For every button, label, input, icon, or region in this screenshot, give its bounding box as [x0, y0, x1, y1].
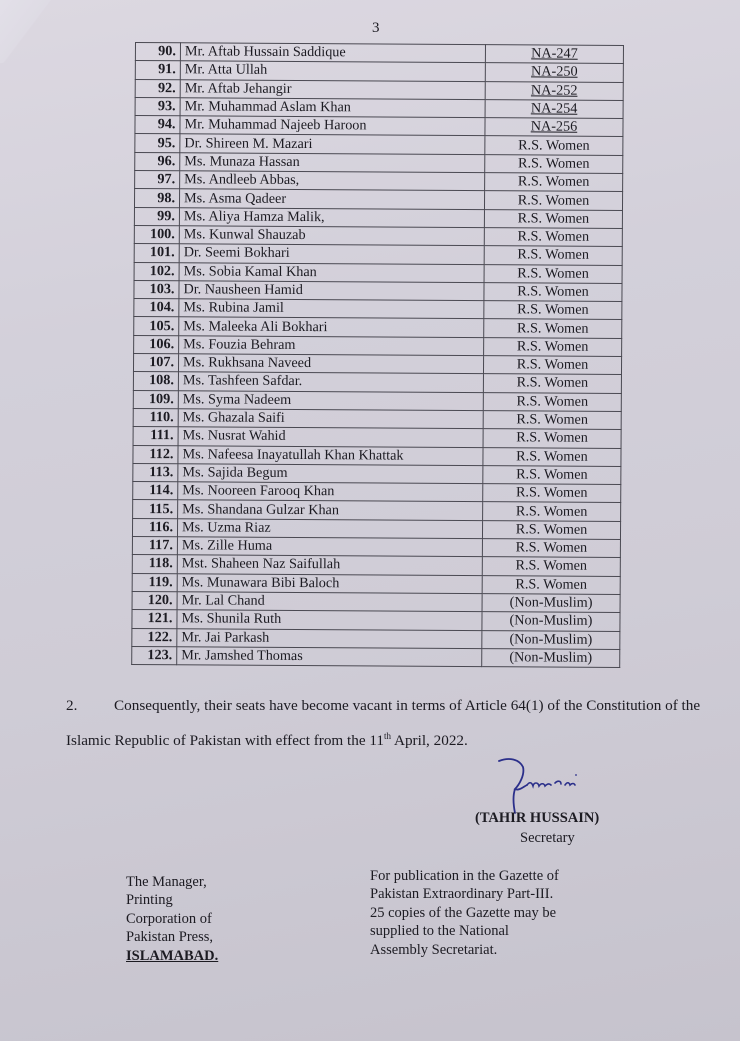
member-seat: R.S. Women: [482, 539, 620, 558]
member-seat: R.S. Women: [483, 392, 621, 411]
member-number: 108.: [133, 372, 178, 391]
addressee-line: Corporation of: [126, 910, 212, 927]
table-row: [133, 354, 621, 375]
member-seat: R.S. Women: [483, 447, 621, 466]
table-row: [134, 244, 622, 265]
member-name: Ms. Aliya Hamza Malik,: [179, 207, 484, 227]
member-number: 107.: [133, 354, 178, 373]
member-number: 119.: [132, 573, 177, 592]
member-name: Ms. Tashfeen Safdar.: [178, 372, 483, 392]
member-number: 93.: [135, 97, 180, 116]
table-row: [134, 207, 622, 228]
table-row: [135, 171, 623, 192]
member-number: 94.: [135, 116, 180, 135]
member-name: Ms. Nusrat Wahid: [178, 427, 483, 447]
addressee-line: Printing: [126, 892, 173, 909]
member-number: 101.: [134, 244, 179, 263]
member-seat: (Non-Muslim): [482, 648, 620, 667]
member-number: 115.: [133, 500, 178, 519]
publication-line: 25 copies of the Gazette may be: [370, 904, 557, 921]
member-seat: R.S. Women: [482, 520, 620, 539]
table-row: [132, 537, 620, 558]
member-number: 121.: [132, 610, 177, 629]
member-seat: R.S. Women: [483, 356, 621, 375]
addressee-line: The Manager,: [126, 874, 207, 890]
paragraph-text-end: April, 2022.: [391, 732, 468, 750]
table-row: [132, 518, 620, 539]
publication-line: Assembly Secretariat.: [370, 941, 498, 958]
member-seat: R.S. Women: [485, 154, 623, 173]
member-name: Mr. Aftab Jehangir: [180, 79, 485, 99]
member-number: 113.: [133, 463, 178, 482]
paragraph-2: [66, 690, 706, 756]
member-name: Ms. Rubina Jamil: [179, 299, 484, 319]
member-name: Mr. Muhammad Najeeb Haroon: [180, 116, 485, 136]
member-name: Ms. Fouzia Behram: [179, 336, 484, 356]
member-name: Ms. Uzma Riaz: [177, 518, 482, 538]
member-seat: R.S. Women: [484, 228, 622, 247]
table-row: [134, 280, 622, 301]
table-row: [134, 335, 622, 356]
table-row: [135, 97, 623, 118]
table-row: [132, 646, 620, 667]
table-row: [134, 189, 622, 210]
member-seat: R.S. Women: [483, 484, 621, 503]
table-row: [135, 134, 623, 155]
member-name: Ms. Shandana Gulzar Khan: [178, 500, 483, 520]
member-seat: NA-247: [485, 45, 623, 64]
member-number: 97.: [135, 171, 180, 190]
member-number: 99.: [134, 207, 179, 226]
table-row: [133, 390, 621, 411]
member-number: 102.: [134, 262, 179, 281]
member-seat: R.S. Women: [483, 502, 621, 521]
table-row: [132, 591, 620, 612]
table-row: [133, 482, 621, 503]
addressee-line: Pakistan Press,: [126, 929, 213, 946]
publication-line: Pakistan Extraordinary Part-III.: [370, 886, 554, 903]
table-row: [135, 152, 623, 173]
members-table-body: [132, 43, 624, 668]
member-name: Ms. Shunila Ruth: [177, 610, 482, 630]
member-name: Mr. Jai Parkash: [177, 628, 482, 648]
member-number: 110.: [133, 408, 178, 427]
member-seat: R.S. Women: [484, 264, 622, 283]
addressee-city: ISLAMABAD.: [126, 947, 219, 964]
publication-note: [370, 867, 559, 959]
table-row: [133, 500, 621, 521]
member-name: Ms. Andleeb Abbas,: [180, 171, 485, 191]
member-number: 104.: [134, 299, 179, 318]
member-seat: (Non-Muslim): [482, 594, 620, 613]
member-seat: R.S. Women: [484, 246, 622, 265]
member-number: 105.: [134, 317, 179, 336]
table-row: [135, 43, 623, 64]
member-seat: NA-256: [485, 118, 623, 137]
member-name: Ms. Asma Qadeer: [179, 189, 484, 209]
member-seat: R.S. Women: [483, 465, 621, 484]
signature-icon: [497, 755, 597, 815]
table-row: [132, 610, 620, 631]
member-number: 123.: [132, 646, 177, 665]
member-seat: NA-254: [485, 100, 623, 119]
member-seat: R.S. Women: [485, 173, 623, 192]
member-number: 112.: [133, 445, 178, 464]
member-name: Ms. Sajida Begum: [178, 464, 483, 484]
member-name: Ms. Nooreen Farooq Khan: [178, 482, 483, 502]
member-number: 109.: [133, 390, 178, 409]
table-row: [134, 225, 622, 246]
member-name: Ms. Munawara Bibi Baloch: [177, 573, 482, 593]
member-name: Ms. Nafeesa Inayatullah Khan Khattak: [178, 445, 483, 465]
paragraph-number: 2.: [66, 697, 78, 714]
member-name: Ms. Syma Nadeem: [178, 390, 483, 410]
table-row: [132, 555, 620, 576]
member-number: 91.: [135, 61, 180, 80]
member-name: Ms. Munaza Hassan: [180, 153, 485, 173]
member-seat: (Non-Muslim): [482, 612, 620, 631]
member-name: Dr. Nausheen Hamid: [179, 281, 484, 301]
table-row: [135, 61, 623, 82]
member-number: 95.: [135, 134, 180, 153]
table-row: [135, 116, 623, 137]
member-number: 90.: [135, 43, 180, 62]
member-number: 100.: [134, 225, 179, 244]
member-name: Ms. Ghazala Saifi: [178, 409, 483, 429]
member-number: 120.: [132, 591, 177, 610]
table-row: [133, 408, 621, 429]
table-row: [132, 628, 620, 649]
member-name: Mr. Aftab Hussain Saddique: [180, 43, 485, 63]
member-number: 92.: [135, 79, 180, 98]
member-seat: (Non-Muslim): [482, 630, 620, 649]
publication-line: supplied to the National: [370, 923, 509, 940]
member-name: Ms. Rukhsana Naveed: [178, 354, 483, 374]
table-row: [135, 79, 623, 100]
member-seat: R.S. Women: [484, 191, 622, 210]
table-row: [133, 427, 621, 448]
member-name: Ms. Maleeka Ali Bokhari: [179, 317, 484, 337]
member-name: Mr. Muhammad Aslam Khan: [180, 98, 485, 118]
member-number: 118.: [132, 555, 177, 574]
table-row: [133, 372, 621, 393]
member-seat: NA-252: [485, 81, 623, 100]
table-row: [133, 445, 621, 466]
signatory-name: (TAHIR HUSSAIN): [475, 810, 600, 826]
paper-fold-corner: [0, 0, 86, 68]
member-seat: R.S. Women: [482, 575, 620, 594]
member-seat: R.S. Women: [483, 374, 621, 393]
member-seat: NA-250: [485, 63, 623, 82]
member-name: Dr. Seemi Bokhari: [179, 244, 484, 264]
member-seat: R.S. Women: [485, 136, 623, 155]
members-table: [131, 42, 624, 668]
member-name: Mr. Atta Ullah: [180, 61, 485, 81]
member-seat: R.S. Women: [484, 319, 622, 338]
ordinal-suffix: th: [384, 731, 392, 741]
member-seat: R.S. Women: [484, 301, 622, 320]
member-seat: R.S. Women: [484, 209, 622, 228]
member-name: Ms. Kunwal Shauzab: [179, 226, 484, 246]
table-row: [133, 463, 621, 484]
member-number: 103.: [134, 280, 179, 299]
addressee-block: [126, 873, 218, 965]
member-seat: R.S. Women: [482, 557, 620, 576]
paragraph-text: Consequently, their seats have become vacant in terms of Article 64(1) of the Constitution of the Islamic Republic of Pakistan with effect from the 11: [66, 697, 701, 750]
table-row: [134, 299, 622, 320]
publication-line: For publication in the Gazette of: [370, 868, 559, 884]
member-number: 117.: [132, 537, 177, 556]
member-name: Dr. Shireen M. Mazari: [180, 134, 485, 154]
page-number: 3: [372, 20, 380, 36]
member-name: Mr. Lal Chand: [177, 592, 482, 612]
member-number: 116.: [132, 518, 177, 537]
member-seat: R.S. Women: [484, 282, 622, 301]
member-number: 98.: [134, 189, 179, 208]
table-row: [134, 317, 622, 338]
table-row: [132, 573, 620, 594]
member-number: 114.: [133, 482, 178, 501]
member-seat: R.S. Women: [484, 337, 622, 356]
member-name: Ms. Zille Huma: [177, 537, 482, 557]
member-number: 122.: [132, 628, 177, 647]
member-number: 106.: [134, 335, 179, 354]
member-name: Ms. Sobia Kamal Khan: [179, 262, 484, 282]
member-number: 96.: [135, 152, 180, 171]
member-seat: R.S. Women: [483, 411, 621, 430]
member-number: 111.: [133, 427, 178, 446]
member-name: Mst. Shaheen Naz Saifullah: [177, 555, 482, 575]
table-row: [134, 262, 622, 283]
signatory-title: Secretary: [520, 830, 575, 846]
member-name: Mr. Jamshed Thomas: [177, 647, 482, 667]
member-seat: R.S. Women: [483, 429, 621, 448]
